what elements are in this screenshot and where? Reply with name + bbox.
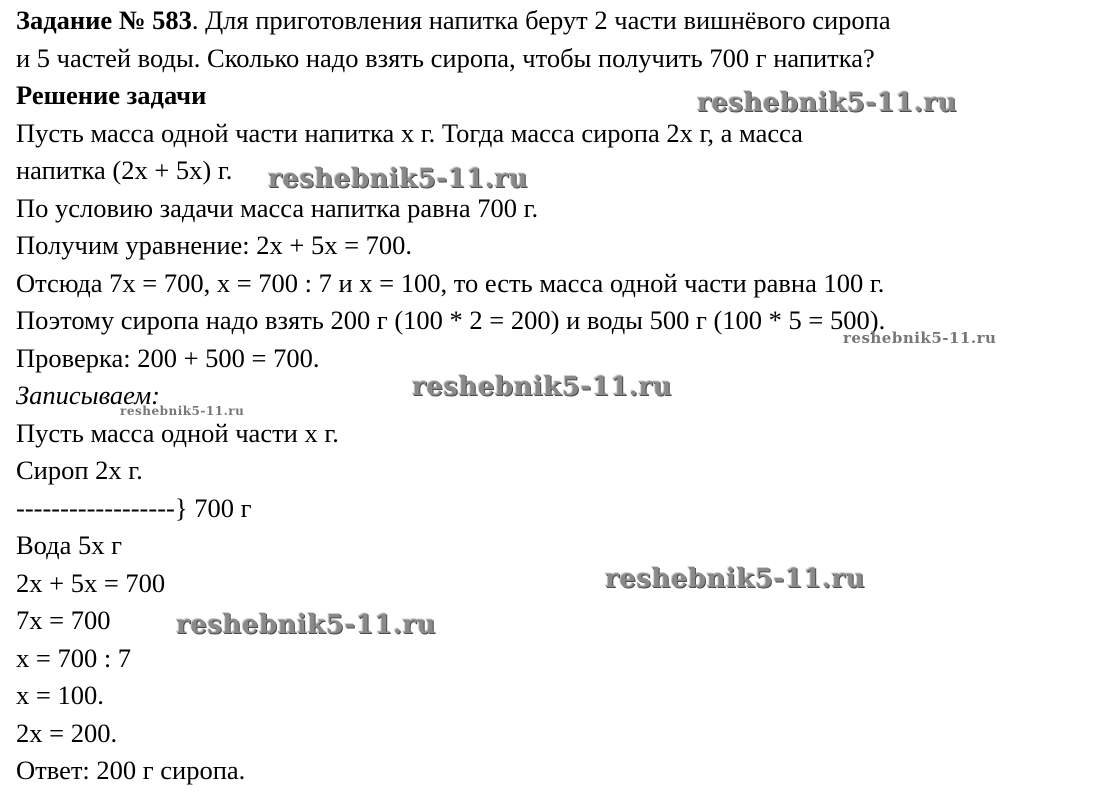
solution-line: напитка (2х + 5х) г. [16,155,233,185]
task-text-1: . Для приготовления напитка берут 2 части вишнёвого сиропа [191,5,891,35]
solution-heading: Решение задачи [16,80,207,110]
solution-line: Поэтому сиропа надо взять 200 г (100 * 2 = 200) и воды 500 г (100 * 5 = 500). [16,305,886,335]
solution-line: Проверка: 200 + 500 = 700. [16,342,320,373]
record-heading: Записываем: [16,380,160,410]
solution-line: Отсюда 7х = 700, х = 700 : 7 и х = 100, то есть масса одной части равна 100 г. [16,267,885,298]
solution-line: По условию задачи масса напитка равна 700 г. [16,192,539,223]
solution-line: Пусть масса одной части напитка х г. Тогда масса сиропа 2х г, а масса [16,117,803,148]
task-statement-line-1 [16,2,1086,40]
watermark: reshebnik5-11.ru [843,329,997,347]
record-line: 2х + 5х = 700 [16,567,166,598]
watermark: reshebnik5-11.ru [120,404,245,418]
record-line: ------------------} 700 г [16,492,252,523]
watermark: reshebnik5-11.ru [605,564,866,594]
task-statement-line-2: и 5 частей воды. Сколько надо взять сиропа, чтобы получить 700 г напитка? [16,42,875,73]
watermark: reshebnik5-11.ru [268,164,529,194]
record-line: 7х = 700 [16,605,111,635]
record-line: х = 700 : 7 [16,642,132,673]
watermark: reshebnik5-11.ru [412,372,673,402]
record-line: Пусть масса одной части х г. [16,417,339,448]
watermark: reshebnik5-11.ru [697,88,958,118]
solution-line: Получим уравнение: 2х + 5х = 700. [16,230,413,260]
record-line: Сироп 2х г. [16,455,143,485]
answer-line: Ответ: 200 г сиропа. [16,755,246,785]
watermark: reshebnik5-11.ru [176,610,437,640]
task-number: Задание № 583 [16,5,192,35]
record-line: Вода 5х г [16,530,123,560]
record-line: 2х = 200. [16,717,118,748]
record-line: х = 100. [16,680,104,710]
